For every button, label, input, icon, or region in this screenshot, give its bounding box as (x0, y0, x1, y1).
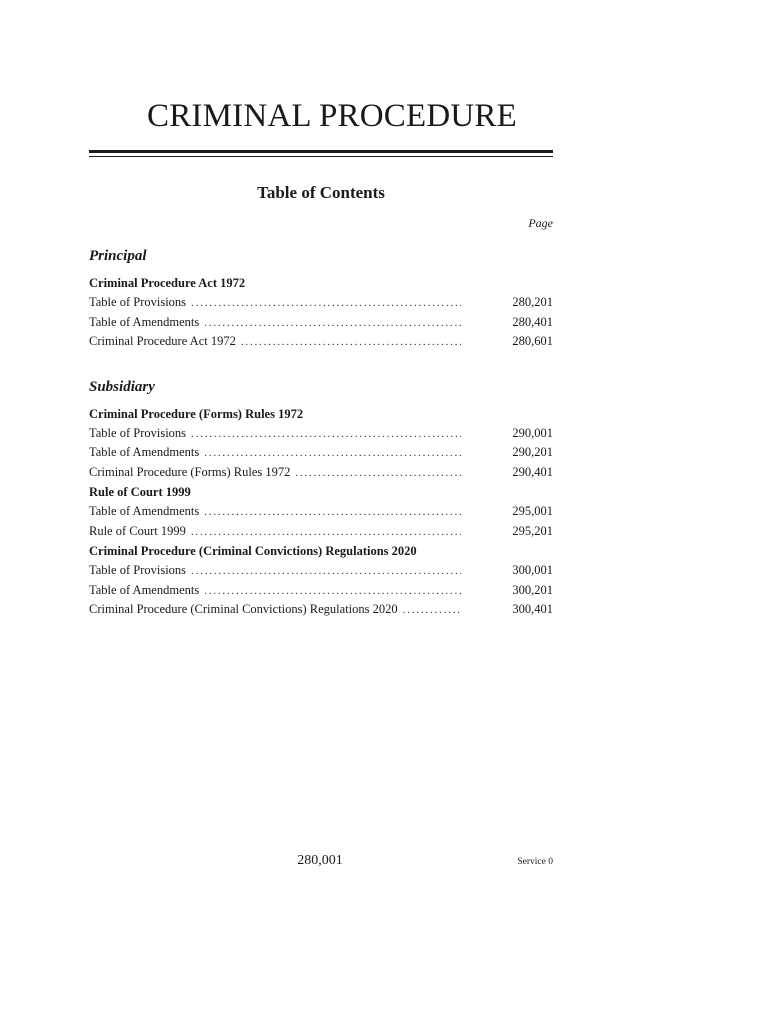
toc-entry-label: Table of Amendments (89, 445, 200, 459)
toc-entry-label: Table of Amendments (89, 504, 200, 518)
toc-entry-label: Table of Provisions (89, 295, 187, 309)
toc-entry[interactable] (89, 443, 553, 463)
toc-entry-page: 280,201 (512, 295, 553, 309)
toc-entry-page: 280,401 (512, 314, 553, 329)
toc-entry-label: Criminal Procedure (Forms) Rules 1972 (89, 464, 291, 479)
footer-page-number: 280,001 (297, 853, 343, 868)
title-rule-thick (89, 150, 553, 153)
toc-entry-page: 290,001 (512, 425, 553, 440)
toc-entry[interactable] (89, 424, 553, 444)
dot-leader (403, 601, 461, 621)
toc-entry[interactable] (89, 293, 553, 313)
footer-service-label: Service 0 (517, 857, 553, 867)
dot-leader (204, 314, 461, 334)
section-title-subsidiary: Subsidiary (89, 378, 155, 395)
section-title-principal: Principal (89, 248, 147, 264)
toc-entry[interactable] (89, 581, 553, 601)
dot-leader (191, 523, 461, 543)
toc-entry-label: Table of Amendments (89, 582, 200, 597)
toc-entry[interactable] (89, 463, 553, 483)
toc-entry-label: Rule of Court 1999 (89, 523, 186, 538)
toc-entry-page: 295,201 (512, 523, 553, 538)
toc-entry-page: 290,401 (512, 464, 553, 479)
dot-leader (241, 333, 461, 353)
group-title: Criminal Procedure (Criminal Convictions) Regulations 2020 (89, 544, 417, 558)
toc-entry[interactable] (89, 332, 553, 352)
toc-entry-label: Table of Provisions (89, 563, 187, 577)
toc-entry-page: 295,001 (512, 504, 553, 518)
dot-leader (191, 425, 461, 445)
page-column-label: Page (528, 216, 553, 230)
toc-entry-page: 300,401 (512, 602, 553, 616)
toc-heading: Table of Contents (257, 183, 385, 202)
toc-entry[interactable] (89, 313, 553, 333)
toc-entry[interactable] (89, 522, 553, 542)
group-title: Rule of Court 1999 (89, 485, 191, 499)
dot-leader (191, 294, 461, 314)
toc-entry-page: 290,201 (512, 445, 553, 459)
toc-entry-label: Criminal Procedure (Criminal Convictions) Regulations 2020 (89, 602, 398, 616)
page-title: CRIMINAL PROCEDURE (147, 98, 517, 134)
toc-entry[interactable] (89, 561, 553, 581)
group-title: Criminal Procedure (Forms) Rules 1972 (89, 406, 304, 421)
toc-entry-page: 300,201 (512, 582, 553, 597)
dot-leader (191, 562, 461, 582)
toc-body (89, 244, 553, 620)
toc-entry-page: 280,601 (512, 334, 553, 348)
dot-leader (295, 464, 461, 484)
group-title: Criminal Procedure Act 1972 (89, 276, 246, 290)
dot-leader (204, 503, 461, 523)
toc-entry[interactable] (89, 600, 553, 620)
toc-entry-label: Table of Provisions (89, 425, 187, 440)
dot-leader (204, 444, 461, 464)
title-rule-thin (89, 156, 553, 157)
toc-entry-label: Table of Amendments (89, 314, 200, 329)
toc-entry-label: Criminal Procedure Act 1972 (89, 334, 236, 348)
toc-entry-page: 300,001 (512, 563, 553, 577)
toc-entry[interactable] (89, 502, 553, 522)
dot-leader (204, 582, 461, 602)
